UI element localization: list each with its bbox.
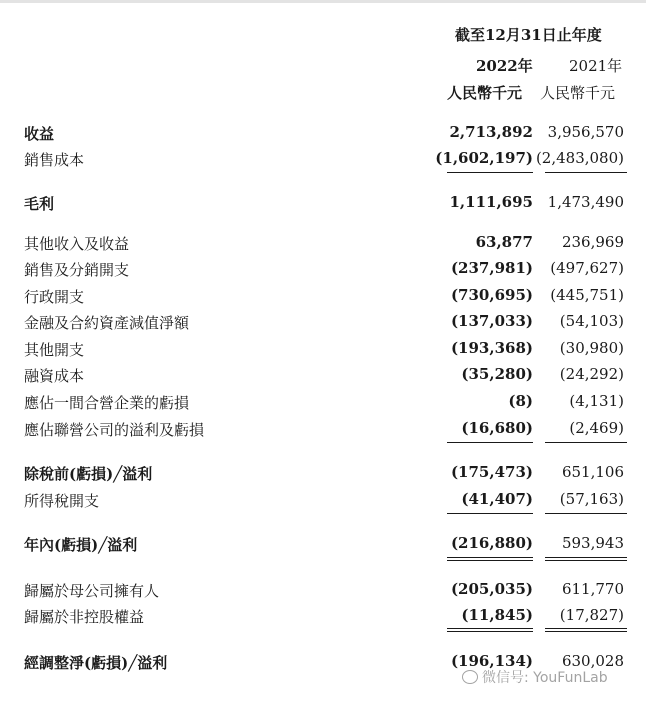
value-2021-admin-expenses: (445,751) (550, 286, 624, 304)
underline-2021 (545, 442, 627, 443)
row-label-gross-profit: 毛利 (24, 195, 55, 213)
value-2022-admin-expenses: (730,695) (450, 286, 533, 304)
row-label-pretax: 除稅前(虧損)╱溢利 (24, 465, 153, 483)
value-2021-revenue: 3,956,570 (547, 123, 624, 141)
double-underline-2022-second (447, 560, 533, 561)
top-divider (0, 0, 646, 3)
unit-2022-header: 人民幣千元 (447, 84, 523, 102)
double-underline-2021 (545, 628, 627, 629)
double-underline-2021 (545, 557, 627, 558)
year-2021-header: 2021年 (569, 57, 623, 75)
underline-2022 (447, 172, 533, 173)
watermark-text: 微信号: YouFunLab (482, 670, 608, 686)
value-2021-impairment: (54,103) (559, 312, 624, 330)
value-2022-revenue: 2,713,892 (449, 123, 533, 141)
row-label-other-expenses: 其他開支 (24, 341, 85, 359)
wechat-icon (462, 670, 478, 684)
value-2022-associates: (16,680) (461, 419, 533, 437)
row-label-income-tax: 所得稅開支 (24, 492, 100, 510)
value-2022-finance-costs: (35,280) (461, 365, 533, 383)
value-2022-owners: (205,035) (450, 580, 533, 598)
row-label-selling-expenses: 銷售及分銷開支 (24, 261, 130, 279)
underline-2022 (447, 442, 533, 443)
value-2022-jv-loss: (8) (508, 392, 533, 410)
value-2022-other-income: 63,877 (475, 233, 533, 251)
value-2021-other-expenses: (30,980) (559, 339, 624, 357)
double-underline-2021-second (545, 631, 627, 632)
value-2021-owners: 611,770 (561, 580, 624, 598)
row-label-finance-costs: 融資成本 (24, 367, 85, 385)
watermark (462, 667, 608, 687)
value-2021-finance-costs: (24,292) (559, 365, 624, 383)
row-label-cost-of-sales: 銷售成本 (24, 151, 85, 169)
underline-2021 (545, 513, 627, 514)
row-label-jv-loss: 應佔一間合營企業的虧損 (24, 394, 190, 412)
value-2022-year-result: (216,880) (450, 534, 533, 552)
value-2022-selling-expenses: (237,981) (450, 259, 533, 277)
row-label-adjusted: 經調整淨(虧損)╱溢利 (24, 654, 168, 672)
year-2022-header: 2022年 (476, 57, 533, 75)
double-underline-2022 (447, 557, 533, 558)
row-label-nci: 歸屬於非控股權益 (24, 608, 145, 626)
value-2022-pretax: (175,473) (450, 463, 533, 481)
value-2021-nci: (17,827) (559, 606, 624, 624)
value-2021-adjusted: 630,028 (561, 652, 624, 670)
row-label-owners: 歸屬於母公司擁有人 (24, 582, 160, 600)
value-2022-impairment: (137,033) (450, 312, 533, 330)
underline-2022 (447, 513, 533, 514)
value-2021-cost-of-sales: (2,483,080) (535, 149, 624, 167)
double-underline-2022-second (447, 631, 533, 632)
period-header: 截至12月31日止年度 (455, 26, 602, 44)
double-underline-2022 (447, 628, 533, 629)
value-2021-gross-profit: 1,473,490 (547, 193, 624, 211)
row-label-other-income: 其他收入及收益 (24, 235, 130, 253)
value-2021-selling-expenses: (497,627) (550, 259, 624, 277)
row-label-impairment: 金融及合約資產減值淨額 (24, 314, 190, 332)
row-label-year-result: 年內(虧損)╱溢利 (24, 536, 138, 554)
value-2021-income-tax: (57,163) (559, 490, 624, 508)
value-2021-year-result: 593,943 (561, 534, 624, 552)
value-2022-income-tax: (41,407) (461, 490, 533, 508)
row-label-associates: 應佔聯營公司的溢利及虧損 (24, 421, 205, 439)
value-2022-nci: (11,845) (461, 606, 533, 624)
value-2022-adjusted: (196,134) (450, 652, 533, 670)
row-label-revenue: 收益 (24, 125, 55, 143)
value-2021-associates: (2,469) (569, 419, 624, 437)
value-2021-other-income: 236,969 (561, 233, 624, 251)
unit-2021-header: 人民幣千元 (540, 84, 616, 102)
double-underline-2021-second (545, 560, 627, 561)
value-2022-cost-of-sales: (1,602,197) (435, 149, 533, 167)
underline-2021 (545, 172, 627, 173)
value-2022-gross-profit: 1,111,695 (449, 193, 533, 211)
value-2021-pretax: 651,106 (561, 463, 624, 481)
value-2021-jv-loss: (4,131) (569, 392, 624, 410)
value-2022-other-expenses: (193,368) (450, 339, 533, 357)
row-label-admin-expenses: 行政開支 (24, 288, 85, 306)
